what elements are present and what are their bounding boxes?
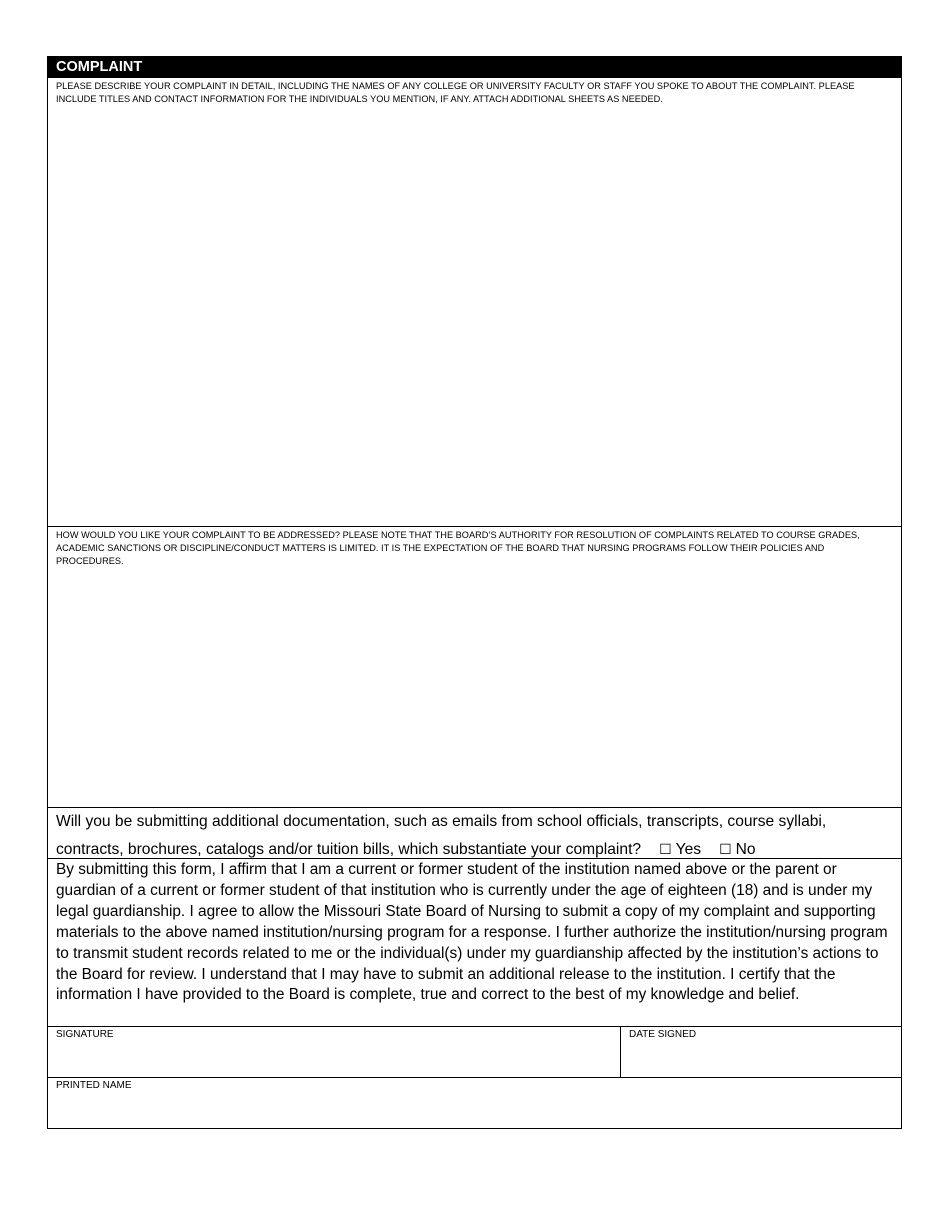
signature-label: SIGNATURE: [56, 1029, 114, 1040]
no-label: No: [735, 841, 756, 858]
printed-name-field[interactable]: [48, 1078, 901, 1128]
complaint-description-field[interactable]: [56, 114, 893, 520]
complaint-description-section: [48, 78, 901, 527]
date-signed-field[interactable]: [621, 1027, 901, 1077]
documentation-question-section: [48, 808, 901, 859]
checkbox-icon: ☐: [659, 842, 672, 858]
checkbox-icon: ☐: [719, 842, 732, 858]
yes-label: Yes: [675, 841, 702, 858]
documentation-question-line1: Will you be submitting additional documentation, such as emails from school officials, transcripts, course syllabi,: [56, 813, 827, 830]
date-signed-label: DATE SIGNED: [629, 1029, 697, 1040]
documentation-question-line2: contracts, brochures, catalogs and/or tuition bills, which substantiate your complaint?: [56, 841, 642, 858]
complaint-description-label: PLEASE DESCRIBE YOUR COMPLAINT IN DETAIL, INCLUDING THE NAMES OF ANY COLLEGE OR UNIVERSITY FACULTY OR STAFF YOU SPOKE TO ABOUT THE COMPLAINT. PLEASE INCLUDE TITLES AND CONTACT INFORMATION FOR THE INDIVIDUALS YOU MENTION, IF ANY. ATTACH ADDITIONAL SHEETS AS NEEDED.: [56, 81, 855, 104]
resolution-request-field[interactable]: [56, 563, 893, 801]
complaint-form: [47, 56, 902, 1129]
affirmation-statement: By submitting this form, I affirm that I am a current or former student of the institution named above or the parent or guardian of a current or former student of that institution who is currently under the age of eighteen (18) and is under my legal guardianship. I agree to allow the Missouri State Board of Nursing to submit a copy of my complaint and supporting materials to the above named institution/nursing program for a response. I further authorize the institution/nursing program to transmit student records related to me or the individual(s) under my guardianship affected by the institution’s actions to the Board for review. I understand that I may have to submit an additional release to the institution. I certify that the information I have provided to the Board is complete, true and correct to the best of my knowledge and belief.: [48, 859, 901, 1027]
section-title: COMPLAINT: [48, 57, 901, 78]
printed-name-label: PRINTED NAME: [56, 1080, 132, 1091]
resolution-request-label: HOW WOULD YOU LIKE YOUR COMPLAINT TO BE ADDRESSED? PLEASE NOTE THAT THE BOARD’S AUTHORITY FOR RESOLUTION OF COMPLAINTS RELATED TO COURSE GRADES, ACADEMIC SANCTIONS OR DISCIPLINE/CONDUCT MATTERS IS LIMITED. IT IS THE EXPECTATION OF THE BOARD THAT NURSING PROGRAMS FOLLOW THEIR POLICIES AND PROCEDURES.: [56, 530, 860, 566]
signature-row: [48, 1027, 901, 1078]
signature-field[interactable]: [48, 1027, 621, 1077]
resolution-request-section: [48, 527, 901, 808]
